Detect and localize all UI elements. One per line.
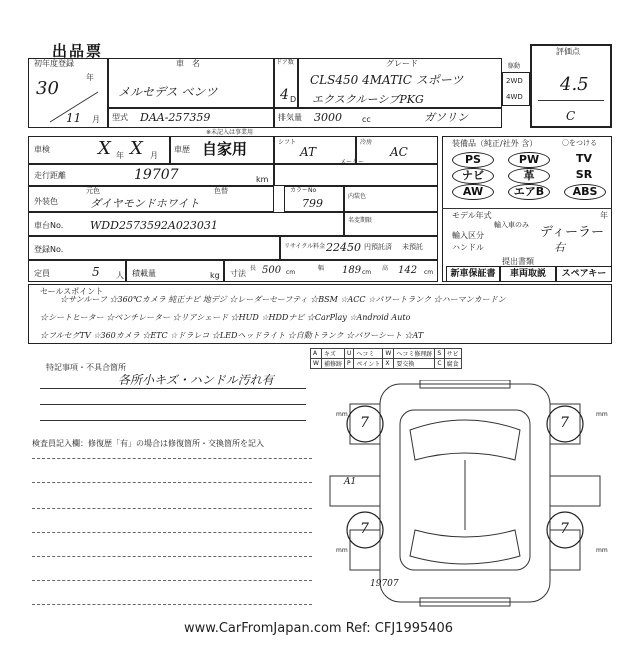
- inspector-line-3: [32, 508, 312, 509]
- legend-desc: 補修跡: [321, 359, 344, 369]
- color-no: 799: [302, 197, 323, 210]
- displacement-value: 3000: [314, 111, 342, 124]
- history-note: ※未記入は事業用: [206, 129, 254, 136]
- height-value: 142: [398, 265, 418, 276]
- height-unit: cm: [424, 269, 434, 276]
- interior-grade: C: [566, 109, 576, 123]
- paper-warranty: 新車保証書: [446, 266, 500, 282]
- equipment-option: TV: [575, 152, 593, 165]
- inspector-line-4: [32, 532, 312, 533]
- windshield: [410, 420, 520, 460]
- equipment-option: エアB: [508, 184, 550, 200]
- drive-2wd: 2WD: [506, 77, 523, 85]
- registration-cell: [28, 236, 280, 260]
- score-divider: [538, 100, 604, 101]
- legend-desc: サビ: [444, 349, 461, 359]
- inspector-line-1: [32, 458, 312, 459]
- grade-label: グレード: [386, 59, 418, 68]
- inspector-line-2: [32, 482, 312, 483]
- tire-rl-depth: 7: [360, 521, 369, 537]
- capacity-label: 定員: [34, 269, 50, 278]
- mm-label-fr: mm: [596, 411, 608, 418]
- doors-label: ドア数: [276, 59, 294, 66]
- legend-code: P: [344, 359, 353, 369]
- equipment-option: PW: [508, 152, 550, 168]
- legend-desc: 要交換: [394, 359, 435, 369]
- legend-code: S: [435, 349, 444, 359]
- inspection-month: X: [130, 138, 143, 159]
- ac-label: 冷房: [360, 139, 373, 146]
- inspector-line-5: [32, 556, 312, 557]
- width-value: 189: [342, 265, 362, 276]
- legend-table: [310, 348, 462, 369]
- model-label: 型式: [112, 113, 128, 122]
- length-unit: cm: [286, 269, 296, 276]
- tire-rr-depth: 7: [560, 521, 569, 537]
- color-no-label: カラーNo: [290, 187, 317, 194]
- recycle-fee: 22450: [326, 241, 361, 254]
- legend-code: W: [311, 359, 322, 369]
- undeposited-label: 未預託: [402, 243, 423, 251]
- year-suffix: 年: [86, 73, 94, 82]
- mileage-unit: km: [256, 175, 269, 184]
- height-label: 高: [382, 265, 389, 272]
- notes-text: 各所小キズ・ハンドル汚れ有: [118, 373, 274, 387]
- legend-desc: 腐食: [444, 359, 461, 369]
- capacity-value: 5: [92, 265, 100, 279]
- legend-desc: ペイント: [354, 359, 383, 369]
- capacity-unit: 人: [116, 271, 124, 280]
- mm-label-rr: mm: [596, 547, 608, 554]
- name-change-label: 名変期限: [348, 217, 373, 224]
- mileage-label: 走行距離: [34, 171, 66, 180]
- load-label: 積載量: [132, 269, 156, 278]
- length-label: 長: [250, 265, 257, 272]
- ac-value: AC: [390, 145, 408, 159]
- doors-value: 4: [280, 87, 289, 103]
- meter-cell: [274, 164, 438, 186]
- model-year-label: モデル年式: [452, 211, 492, 220]
- inspector-line-7: [32, 604, 312, 605]
- footer-watermark: www.CarFromJapan.com Ref: CFJ1995406: [184, 621, 454, 636]
- handle-value: 右: [554, 241, 565, 254]
- original-color-label: 元色: [86, 187, 100, 195]
- notes-title: 特記事項・不具合箇所: [46, 363, 126, 372]
- mm-label-rl: mm: [336, 547, 348, 554]
- tire-fl-depth: 7: [360, 415, 369, 431]
- score-value: 4.5: [560, 74, 589, 95]
- meter-label: メーター: [340, 159, 365, 166]
- damage-note: A1: [344, 477, 357, 487]
- right-door-panel: [550, 476, 600, 506]
- history-label: 車歴: [174, 145, 190, 154]
- name-change-cell: [344, 212, 438, 236]
- handle-label: ハンドル: [452, 243, 484, 252]
- history-value: 自家用: [202, 140, 248, 158]
- size-label: 寸法: [230, 269, 246, 278]
- legend-code: X: [383, 359, 394, 369]
- grade-line1: CLS450 4MATIC スポーツ: [310, 73, 464, 87]
- equipment-option: AW: [452, 184, 494, 200]
- displacement-label: 排気量: [278, 113, 302, 122]
- legend-desc: ヘコミ: [354, 349, 383, 359]
- deposit-label: 円預託済: [364, 243, 392, 251]
- car-name: メルセデス ベンツ: [118, 85, 218, 99]
- repaint-label: 色替: [214, 187, 228, 195]
- inspector-line-6: [32, 580, 312, 581]
- fuel-value: ガソリン: [424, 111, 468, 124]
- note-line-2: [40, 404, 306, 405]
- import-only-label: 輸入車のみ: [494, 221, 529, 229]
- inspection-year: X: [98, 138, 111, 159]
- strike-line: [40, 84, 100, 124]
- note-line-3: [40, 420, 306, 421]
- sales-line-3: ☆フルセグTV ☆360カメラ ☆ETC ☆ドラレコ ☆LEDヘッドライト ☆自動トランク ☆パワーシート ☆AT: [40, 331, 424, 340]
- equipment-option: PS: [452, 152, 494, 168]
- score-label: 評価点: [556, 47, 580, 56]
- inspection-month-suffix: 月: [150, 151, 158, 160]
- grade-line2: エクスクルーシブPKG: [312, 93, 424, 106]
- legend-code: W: [383, 349, 394, 359]
- drive-4wd: 4WD: [506, 93, 523, 101]
- equipment-option: SR: [575, 168, 593, 181]
- equipment-subtitle: 〇をつける: [562, 139, 597, 147]
- model-year-unit: 年: [600, 211, 608, 220]
- import-type-label: 輸入区分: [452, 231, 484, 240]
- recycle-fee-label: リサイクル料金: [284, 243, 326, 250]
- exterior-label: 外装色: [34, 197, 58, 206]
- chassis-label: 車台No.: [34, 221, 64, 230]
- legend-code: C: [435, 359, 444, 369]
- papers-label: 提出書類: [502, 257, 534, 266]
- chassis-no: WDD2573592A023031: [90, 219, 218, 232]
- width-label: 幅: [318, 265, 325, 272]
- sales-line-1: ☆サンルーフ ☆360℃カメラ 純正ナビ 地デジ ☆レーダーセーフティ ☆BSM ☆ACC ☆パワートランク ☆ハーマンカードン: [60, 295, 506, 304]
- equipment-option: 革: [508, 168, 550, 184]
- equip-divider: [442, 208, 612, 209]
- load-unit: kg: [210, 271, 220, 280]
- interior-label: 内装色: [348, 193, 367, 200]
- mileage-value: 19707: [134, 167, 179, 183]
- tire-fr-depth: 7: [560, 415, 569, 431]
- length-value: 500: [262, 265, 282, 276]
- shift-label: シフト: [278, 139, 297, 146]
- inspection-year-suffix: 年: [116, 151, 124, 160]
- mileage-note: 19707: [370, 579, 399, 589]
- drive-label: 駆動: [508, 63, 521, 70]
- page-title: 出品票: [52, 42, 104, 60]
- legend-code: A: [311, 349, 322, 359]
- equipment-option: ABS: [564, 184, 606, 200]
- first-reg-month: 11: [66, 111, 82, 125]
- rear-window: [410, 530, 520, 564]
- color-value: ダイヤモンドホワイト: [90, 197, 200, 210]
- note-line-1: [40, 388, 306, 389]
- inspection-label: 車検: [34, 145, 50, 154]
- sales-line-2: ☆シートヒーター ☆ベンチレーター ☆リアシェード ☆HUD ☆HDDナビ ☆CarPlay ☆Android Auto: [40, 313, 411, 322]
- equipment-title: 装備品（純正/社外 含）: [452, 139, 538, 148]
- doors-unit: D: [290, 95, 297, 104]
- sales-points-title: セールスポイント: [40, 287, 104, 296]
- import-type-value: ディーラー: [540, 225, 604, 240]
- car-name-label: 車 名: [176, 59, 200, 68]
- equipment-option: ナビ: [452, 168, 494, 184]
- legend-code: U: [344, 349, 353, 359]
- width-unit: cm: [362, 269, 372, 276]
- first-reg-year: 30: [36, 78, 59, 99]
- legend-desc: キズ: [321, 349, 344, 359]
- month-suffix: 月: [92, 115, 100, 124]
- inspector-title: 検査員記入欄：修復歴「有」の場合は修復箇所・交換箇所を記入: [32, 439, 264, 448]
- registration-label: 登録No.: [34, 245, 64, 254]
- displacement-unit: cc: [362, 115, 371, 124]
- model-code: DAA-257359: [140, 111, 211, 124]
- first-reg-label: 初年度登録: [34, 59, 74, 68]
- paper-manual: 車両取説: [500, 266, 556, 282]
- paper-spare-key: スペアキー: [556, 266, 612, 282]
- shift-value: AT: [300, 145, 317, 159]
- mm-label-fl: mm: [336, 411, 348, 418]
- legend-desc: ヘコミ修理跡: [394, 349, 435, 359]
